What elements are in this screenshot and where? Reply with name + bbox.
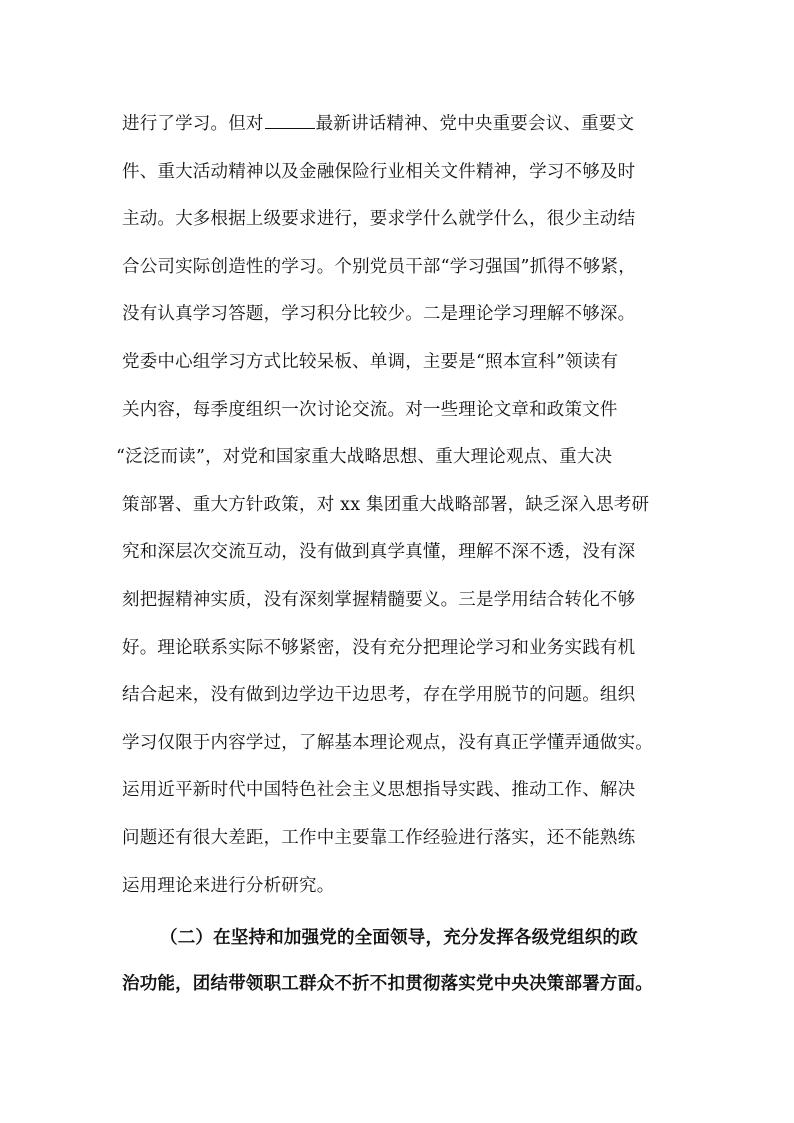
paragraph-line: 学习仅限于内容学过，了解基本理论观点，没有真正学懂弄通做实。 <box>122 733 653 753</box>
paragraph-line <box>122 112 634 136</box>
paragraph-line: 党委中心组学习方式比较呆板、单调，主要是“照本宣科”领读有 <box>122 352 619 372</box>
section-heading-line: 治功能，团结带领职工群众不折不扣贯彻落实党中央决策部署方面。 <box>122 974 653 994</box>
paragraph-line: 没有认真学习答题，学习积分比较少。二是理论学习理解不够深。 <box>122 304 636 324</box>
paragraph-line: 策部署、重大方针政策，对 xx 集团重大战略部署，缺乏深入思考研 <box>122 495 650 515</box>
paragraph-line: 好。理论联系实际不够紧密，没有充分把理论学习和业务实践有机 <box>122 638 636 658</box>
paragraph-line: 关内容，每季度组织一次讨论交流。对一些理论文章和政策文件 <box>122 400 618 420</box>
paragraph-line: 问题还有很大差距，工作中主要靠工作经验进行落实，还不能熟练 <box>122 828 636 848</box>
paragraph-line: 结合起来，没有做到边学边干边思考，存在学用脱节的问题。组织 <box>122 685 636 705</box>
line-text-before-blank: 进行了学习。但对 <box>122 114 264 134</box>
paragraph-line: “泛泛而读”，对党和国家重大战略思想、重大理论观点、重大决 <box>116 447 613 467</box>
paragraph-line: 主动。大多根据上级要求进行，要求学什么就学什么，很少主动结 <box>122 209 636 229</box>
paragraph-line: 刻把握精神实质，没有深刻掌握精髓要义。三是学用结合转化不够 <box>122 590 636 610</box>
paragraph-line: 合公司实际创造性的学习。个别党员干部“学习强国”抓得不够紧， <box>122 257 636 277</box>
paragraph-line: 运用理论来进行分析研究。 <box>122 876 335 896</box>
line-text-after-blank: 最新讲话精神、党中央重要会议、重要文 <box>315 114 635 134</box>
paragraph-line: 运用近平新时代中国特色社会主义思想指导实践、推动工作、解决 <box>122 780 636 800</box>
paragraph-line: 件、重大活动精神以及金融保险行业相关文件精神，学习不够及时 <box>122 162 636 182</box>
paragraph-line: 究和深层次交流互动，没有做到真学真懂，理解不深不透，没有深 <box>122 542 636 562</box>
section-heading-line: （二）在坚持和加强党的全面领导，充分发挥各级党组织的政 <box>160 928 638 948</box>
fill-in-blank <box>265 114 315 129</box>
